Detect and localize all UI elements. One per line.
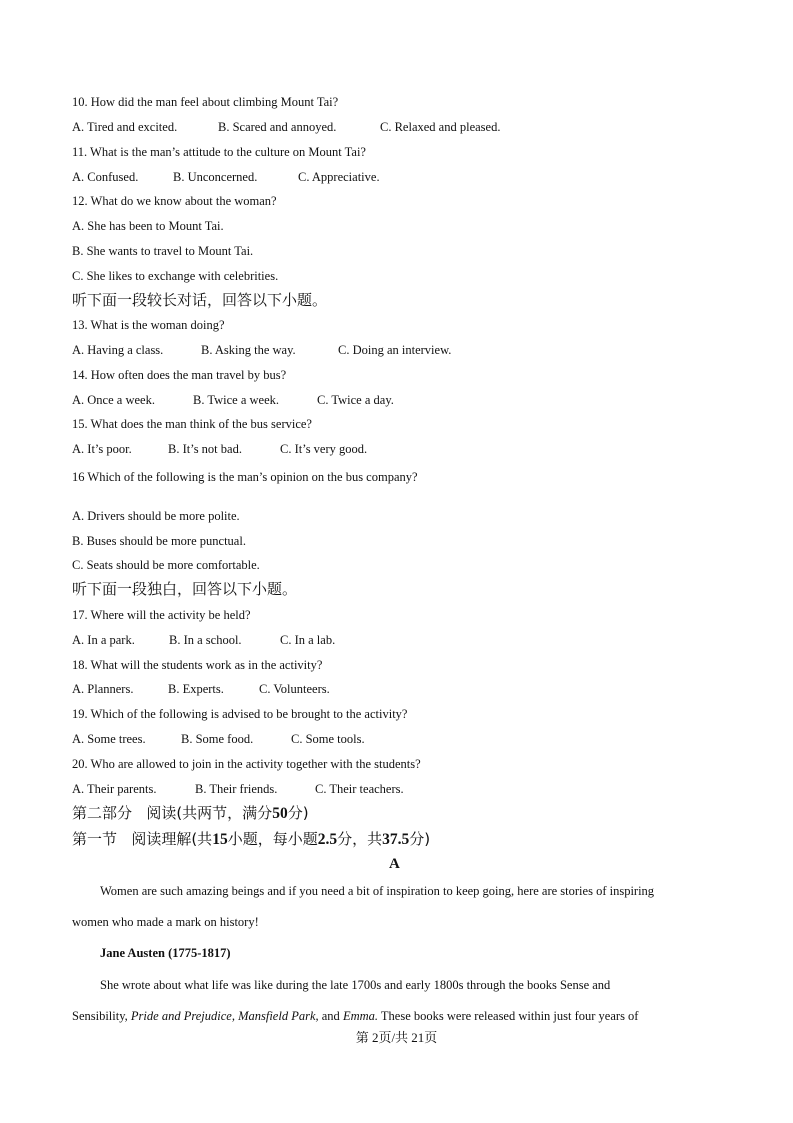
option-a: A. Having a class. bbox=[72, 343, 164, 357]
option-a: A. Planners. bbox=[72, 682, 134, 696]
part2-unit: 分) bbox=[287, 804, 309, 822]
option-a: A. She has been to Mount Tai. bbox=[72, 219, 224, 233]
passage-body-line2 bbox=[72, 1008, 638, 1024]
option-b: B. Scared and annoyed. bbox=[218, 120, 337, 134]
passage-intro-line2: women who made a mark on history! bbox=[72, 915, 259, 929]
option-b: B. Some food. bbox=[181, 732, 254, 746]
section1-unit: 分) bbox=[409, 830, 431, 848]
option-a: A. Drivers should be more polite. bbox=[72, 509, 240, 523]
body-text-b: and bbox=[318, 1009, 343, 1023]
options-20 bbox=[72, 781, 404, 797]
body-text-c: These books were released within just four years of bbox=[378, 1009, 639, 1023]
option-b: B. Experts. bbox=[168, 682, 224, 696]
options-11 bbox=[72, 169, 380, 185]
question-14: 14. How often does the man travel by bus? bbox=[72, 368, 287, 382]
page-footer: 第 2页/共 21页 bbox=[355, 1030, 438, 1045]
passage-intro-line1: Women are such amazing beings and if you need a bit of inspiration to keep going, here are stories of inspiring bbox=[100, 884, 655, 898]
section1-each: 2.5 bbox=[317, 831, 338, 848]
passage-letter: A bbox=[389, 856, 400, 872]
option-a: A. In a park. bbox=[72, 633, 135, 647]
question-16: 16 Which of the following is the man’s opinion on the bus company? bbox=[72, 470, 418, 484]
question-12: 12. What do we know about the woman? bbox=[72, 194, 277, 208]
option-c: C. In a lab. bbox=[280, 633, 336, 647]
question-13: 13. What is the woman doing? bbox=[72, 318, 225, 332]
options-13 bbox=[72, 342, 451, 358]
option-c: C. She likes to exchange with celebrities. bbox=[72, 269, 279, 283]
option-c: C. Relaxed and pleased. bbox=[380, 120, 501, 134]
option-b: B. Buses should be more punctual. bbox=[72, 534, 246, 548]
option-c: C. Their teachers. bbox=[315, 782, 404, 796]
option-b: B. In a school. bbox=[169, 633, 242, 647]
option-b: B. Their friends. bbox=[195, 782, 278, 796]
question-20: 20. Who are allowed to join in the activity together with the students? bbox=[72, 757, 421, 771]
question-10: 10. How did the man feel about climbing Mount Tai? bbox=[72, 95, 339, 109]
options-19 bbox=[72, 731, 365, 747]
section1-total: 37.5 bbox=[382, 831, 410, 848]
option-c: C. Twice a day. bbox=[317, 393, 394, 407]
section1-title: 阅读理解(共 bbox=[131, 830, 213, 848]
option-b: B. It’s not bad. bbox=[168, 442, 242, 456]
option-b: B. Twice a week. bbox=[193, 393, 280, 407]
options-18 bbox=[72, 681, 330, 697]
section1-header bbox=[72, 829, 430, 850]
option-a: A. Tired and excited. bbox=[72, 120, 178, 134]
option-a: A. Once a week. bbox=[72, 393, 155, 407]
option-b: B. Unconcerned. bbox=[173, 170, 258, 184]
question-19: 19. Which of the following is advised to be brought to the activity? bbox=[72, 707, 408, 721]
section1-text-a: 小题，每小题 bbox=[227, 830, 318, 848]
part2-header bbox=[72, 803, 309, 824]
section1-count: 15 bbox=[212, 831, 228, 848]
option-a: A. Their parents. bbox=[72, 782, 157, 796]
option-c: C. Some tools. bbox=[291, 732, 365, 746]
section1-label: 第一节 bbox=[72, 830, 118, 848]
body-text-a: Sensibility, bbox=[72, 1009, 131, 1023]
question-11: 11. What is the man’s attitude to the culture on Mount Tai? bbox=[72, 145, 366, 159]
question-18: 18. What will the students work as in the activity? bbox=[72, 658, 323, 672]
book-title-emma: Emma. bbox=[342, 1009, 379, 1023]
option-c: C. It’s very good. bbox=[280, 442, 368, 456]
options-14 bbox=[72, 392, 394, 408]
option-b: B. She wants to travel to Mount Tai. bbox=[72, 244, 254, 258]
instruction-long-dialogue: 听下面一段较长对话，回答以下小题。 bbox=[72, 291, 328, 309]
passage-body-line1: She wrote about what life was like during the late 1700s and early 1800s through the books Sense and bbox=[100, 978, 611, 992]
option-a: A. Some trees. bbox=[72, 732, 146, 746]
person-heading: Jane Austen (1775-1817) bbox=[100, 946, 231, 960]
part2-score: 50 bbox=[272, 805, 288, 822]
option-c: C. Appreciative. bbox=[298, 170, 380, 184]
book-titles: Pride and Prejudice, Mansfield Park, bbox=[130, 1009, 319, 1023]
part2-label: 第二部分 bbox=[72, 804, 133, 822]
options-15 bbox=[72, 441, 367, 457]
options-10 bbox=[72, 119, 500, 135]
question-15: 15. What does the man think of the bus service? bbox=[72, 417, 312, 431]
instruction-monologue: 听下面一段独白，回答以下小题。 bbox=[72, 580, 298, 598]
part2-title: 阅读(共两节，满分 bbox=[146, 804, 273, 822]
question-17: 17. Where will the activity be held? bbox=[72, 608, 251, 622]
section1-text-b: 分，共 bbox=[337, 830, 383, 848]
option-c: C. Volunteers. bbox=[259, 682, 330, 696]
option-c: C. Doing an interview. bbox=[338, 343, 452, 357]
option-a: A. Confused. bbox=[72, 170, 139, 184]
option-c: C. Seats should be more comfortable. bbox=[72, 558, 260, 572]
option-b: B. Asking the way. bbox=[201, 343, 296, 357]
option-a: A. It’s poor. bbox=[72, 442, 132, 456]
options-17 bbox=[72, 632, 335, 648]
